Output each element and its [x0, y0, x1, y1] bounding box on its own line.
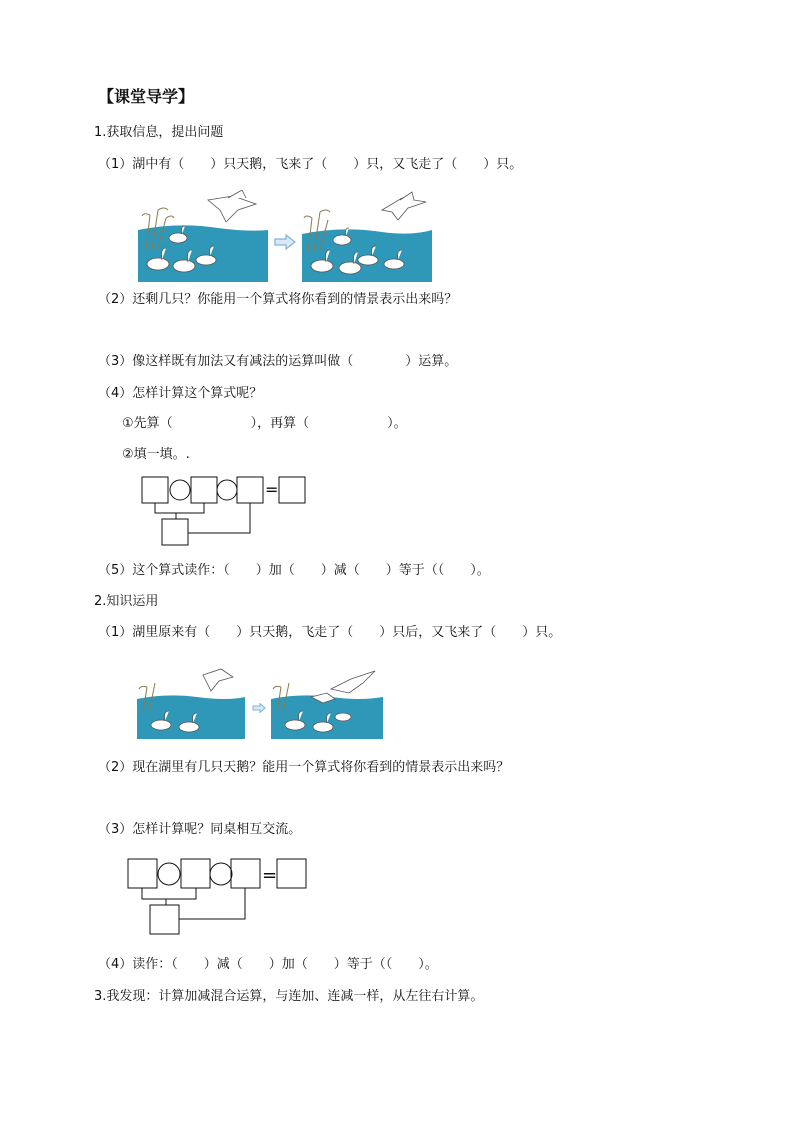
part1-question-4b: ②填一填。. — [122, 447, 190, 462]
swan-lake-scene-2-before — [137, 667, 245, 739]
part3-discovery: 3.我发现：计算加减混合运算，与连加、连减一样，从左往右计算。 — [94, 989, 484, 1004]
part1-question-2: （2）还剩几只？你能用一个算式将你看到的情景表示出来吗？ — [98, 292, 458, 307]
swan-lake-scene-2-after — [271, 667, 383, 739]
equals-sign-2: = — [262, 865, 278, 886]
swan-lake-scene-before — [138, 190, 268, 282]
part2-question-1: （1）湖里原来有（ ）只天鹅，飞走了（ ）只后，又飞来了（ ）只。 — [98, 625, 562, 640]
swan-lake-scene-after — [302, 190, 432, 282]
equals-sign-1: = — [265, 480, 279, 499]
part2-question-2: （2）现在湖里有几只天鹅？能用一个算式将你看到的情景表示出来吗？ — [98, 760, 510, 775]
part1-heading: 1.获取信息，提出问题 — [94, 125, 224, 140]
equation-diagram-1 — [140, 475, 310, 550]
right-arrow-icon-2 — [252, 703, 266, 713]
right-arrow-icon — [274, 234, 296, 250]
part2-question-3: （3）怎样计算呢？同桌相互交流。 — [98, 822, 302, 837]
part1-question-4: （4）怎样计算这个算式呢？ — [98, 386, 263, 401]
part1-question-4a: ①先算（ ），再算（ ）。 — [122, 416, 407, 431]
part1-question-1: （1）湖中有（ ）只天鹅，飞来了（ ）只，又飞走了（ ）只。 — [98, 157, 523, 172]
part1-question-3: （3）像这样既有加法又有减法的运算叫做（ ）运算。 — [98, 354, 458, 369]
part2-question-4: （4）读作：（ ）减（ ）加（ ）等于（（ ）。 — [98, 957, 438, 972]
section-title: 【课堂导学】 — [98, 87, 195, 106]
equation-diagram-2 — [126, 857, 310, 937]
part2-heading: 2.知识运用 — [94, 594, 159, 609]
part1-question-5: （5）这个算式读作：（ ）加（ ）减（ ）等于（（ ）。 — [98, 563, 490, 578]
